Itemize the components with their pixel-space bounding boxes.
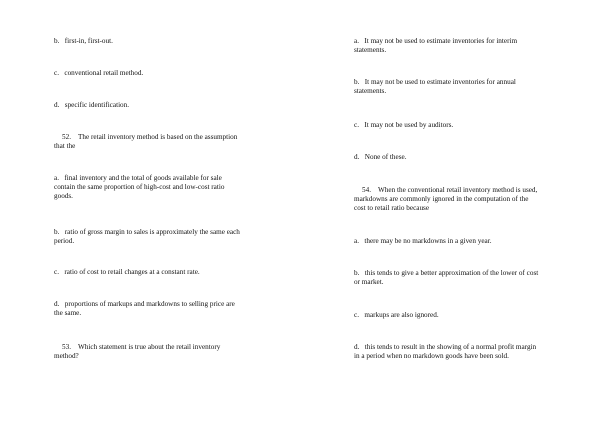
q54-option-d: d. this tends to result in the showing of a normal profit margin in a period when no markdown goods have been sold. <box>354 343 537 360</box>
q54-option-a: a. there may be no markdowns in a given year. <box>354 237 492 245</box>
q51-option-d: d. specific identification. <box>54 101 130 109</box>
q51-option-b: b. first-in, first-out. <box>54 37 113 45</box>
q54-option-b: b. this tends to give a better approximation of the lower of cost or market. <box>354 269 539 286</box>
q54-option-c: c. markups are also ignored. <box>354 311 439 319</box>
q54-question-stem: 54. When the conventional retail inventory method is used, markdowns are commonly ignored in the computation of the cost to retail ratio because <box>354 186 538 212</box>
q53-option-c: c. It may not be used by auditors. <box>354 121 454 129</box>
q53-option-b: b. It may not be used to estimate inventories for annual statements. <box>354 78 516 95</box>
q52-option-b: b. ratio of gross margin to sales is approximately the same each period. <box>54 228 240 245</box>
q52-question-stem: 52. The retail inventory method is based on the assumption that the <box>54 133 238 150</box>
q53-option-d: d. None of these. <box>354 153 407 161</box>
q53-question-stem: 53. Which statement is true about the retail inventory method? <box>54 343 221 360</box>
q52-option-c: c. ratio of cost to retail changes at a constant rate. <box>54 268 200 276</box>
q53-option-a: a. It may not be used to estimate inventories for interim statements. <box>354 37 518 54</box>
q52-option-a: a. final inventory and the total of goods available for sale contain the same proportion of high-cost and low-cost ratio goods. <box>54 174 225 200</box>
q52-option-d: d. proportions of markups and markdowns to selling price are the same. <box>54 300 235 317</box>
q51-option-c: c. conventional retail method. <box>54 69 144 77</box>
